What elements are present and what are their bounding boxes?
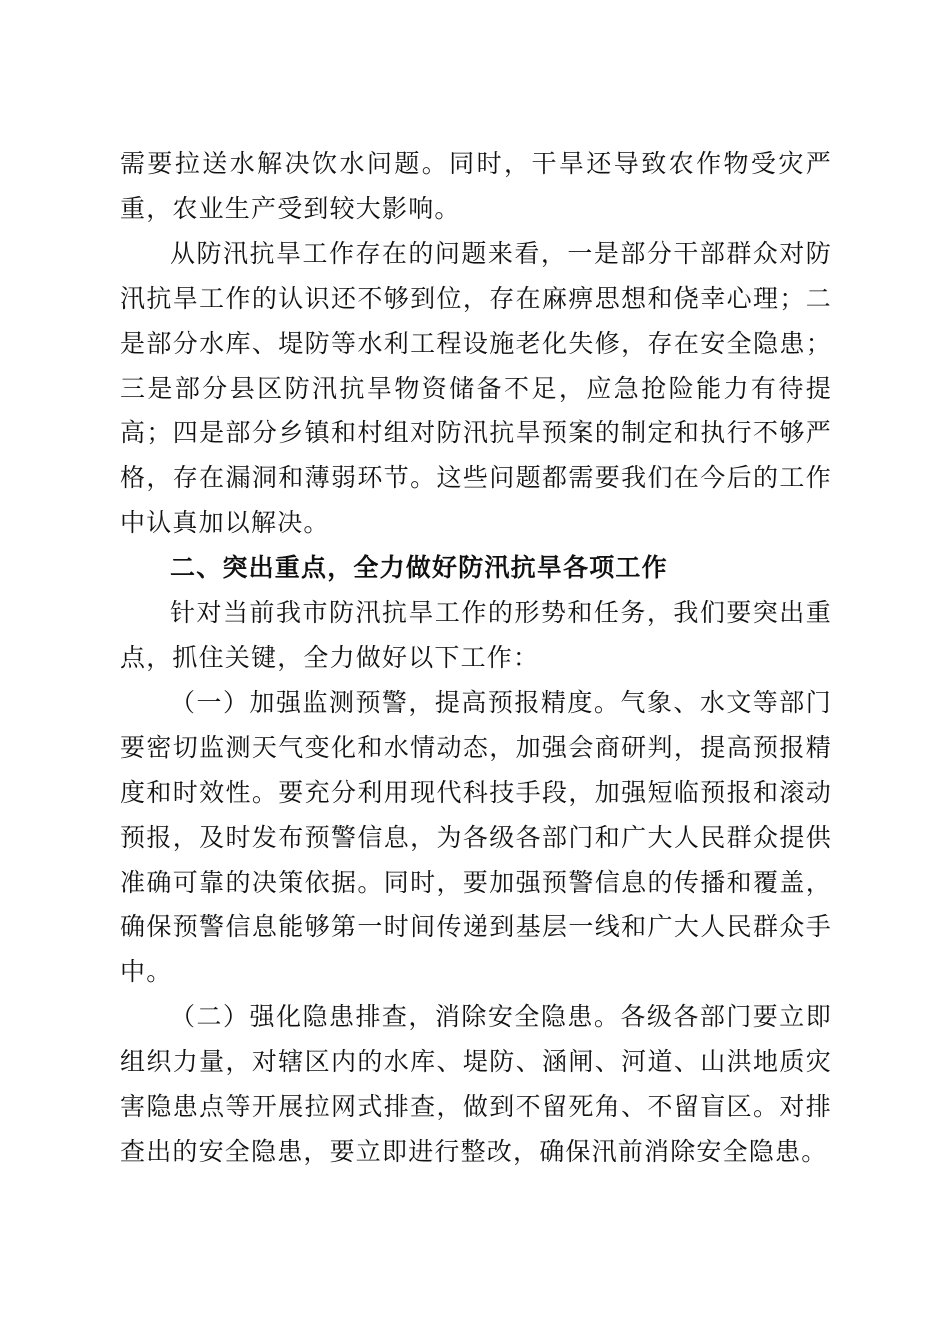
section-heading-two: 二、突出重点，全力做好防汛抗旱各项工作	[170, 553, 668, 583]
paragraph-item-one: （一）加强监测预警，提高预报精度。气象、水文等部门要密切监测天气变化和水情动态，加强会商研判，提高预报精度和时效性。要充分利用现代科技手段，加强短临预报和滚动预报，及时发布预警信息，为各级各部门和广大人民群众提供准确可靠的决策依据。同时，要加强预警信息的传播和覆盖，确保预警信息能够第一时间传递到基层一线和广大人民群众手中。	[120, 687, 832, 987]
paragraph-item-two: （二）强化隐患排查，消除安全隐患。各级各部门要立即组织力量，对辖区内的水库、堤防、涵闸、河道、山洪地质灾害隐患点等开展拉网式排查，做到不留死角、不留盲区。对排查出的安全隐患，要立即进行整改，确保汛前消除安全隐患。	[120, 1002, 832, 1166]
paragraph-continuation: 需要拉送水解决饮水问题。同时，干旱还导致农作物受灾严重，农业生产受到较大影响。	[120, 149, 832, 223]
paragraph-problems: 从防汛抗旱工作存在的问题来看，一是部分干部群众对防汛抗旱工作的认识还不够到位，存在麻痹思想和侥幸心理；二是部分水库、堤防等水利工程设施老化失修，存在安全隐患；三是部分县区防汛抗旱物资储备不足，应急抢险能力有待提高；四是部分乡镇和村组对防汛抗旱预案的制定和执行不够严格，存在漏洞和薄弱环节。这些问题都需要我们在今后的工作中认真加以解决。	[120, 238, 832, 538]
document-page	[120, 142, 832, 1175]
paragraph-intro: 针对当前我市防汛抗旱工作的形势和任务，我们要突出重点，抓住关键，全力做好以下工作：	[120, 598, 832, 672]
